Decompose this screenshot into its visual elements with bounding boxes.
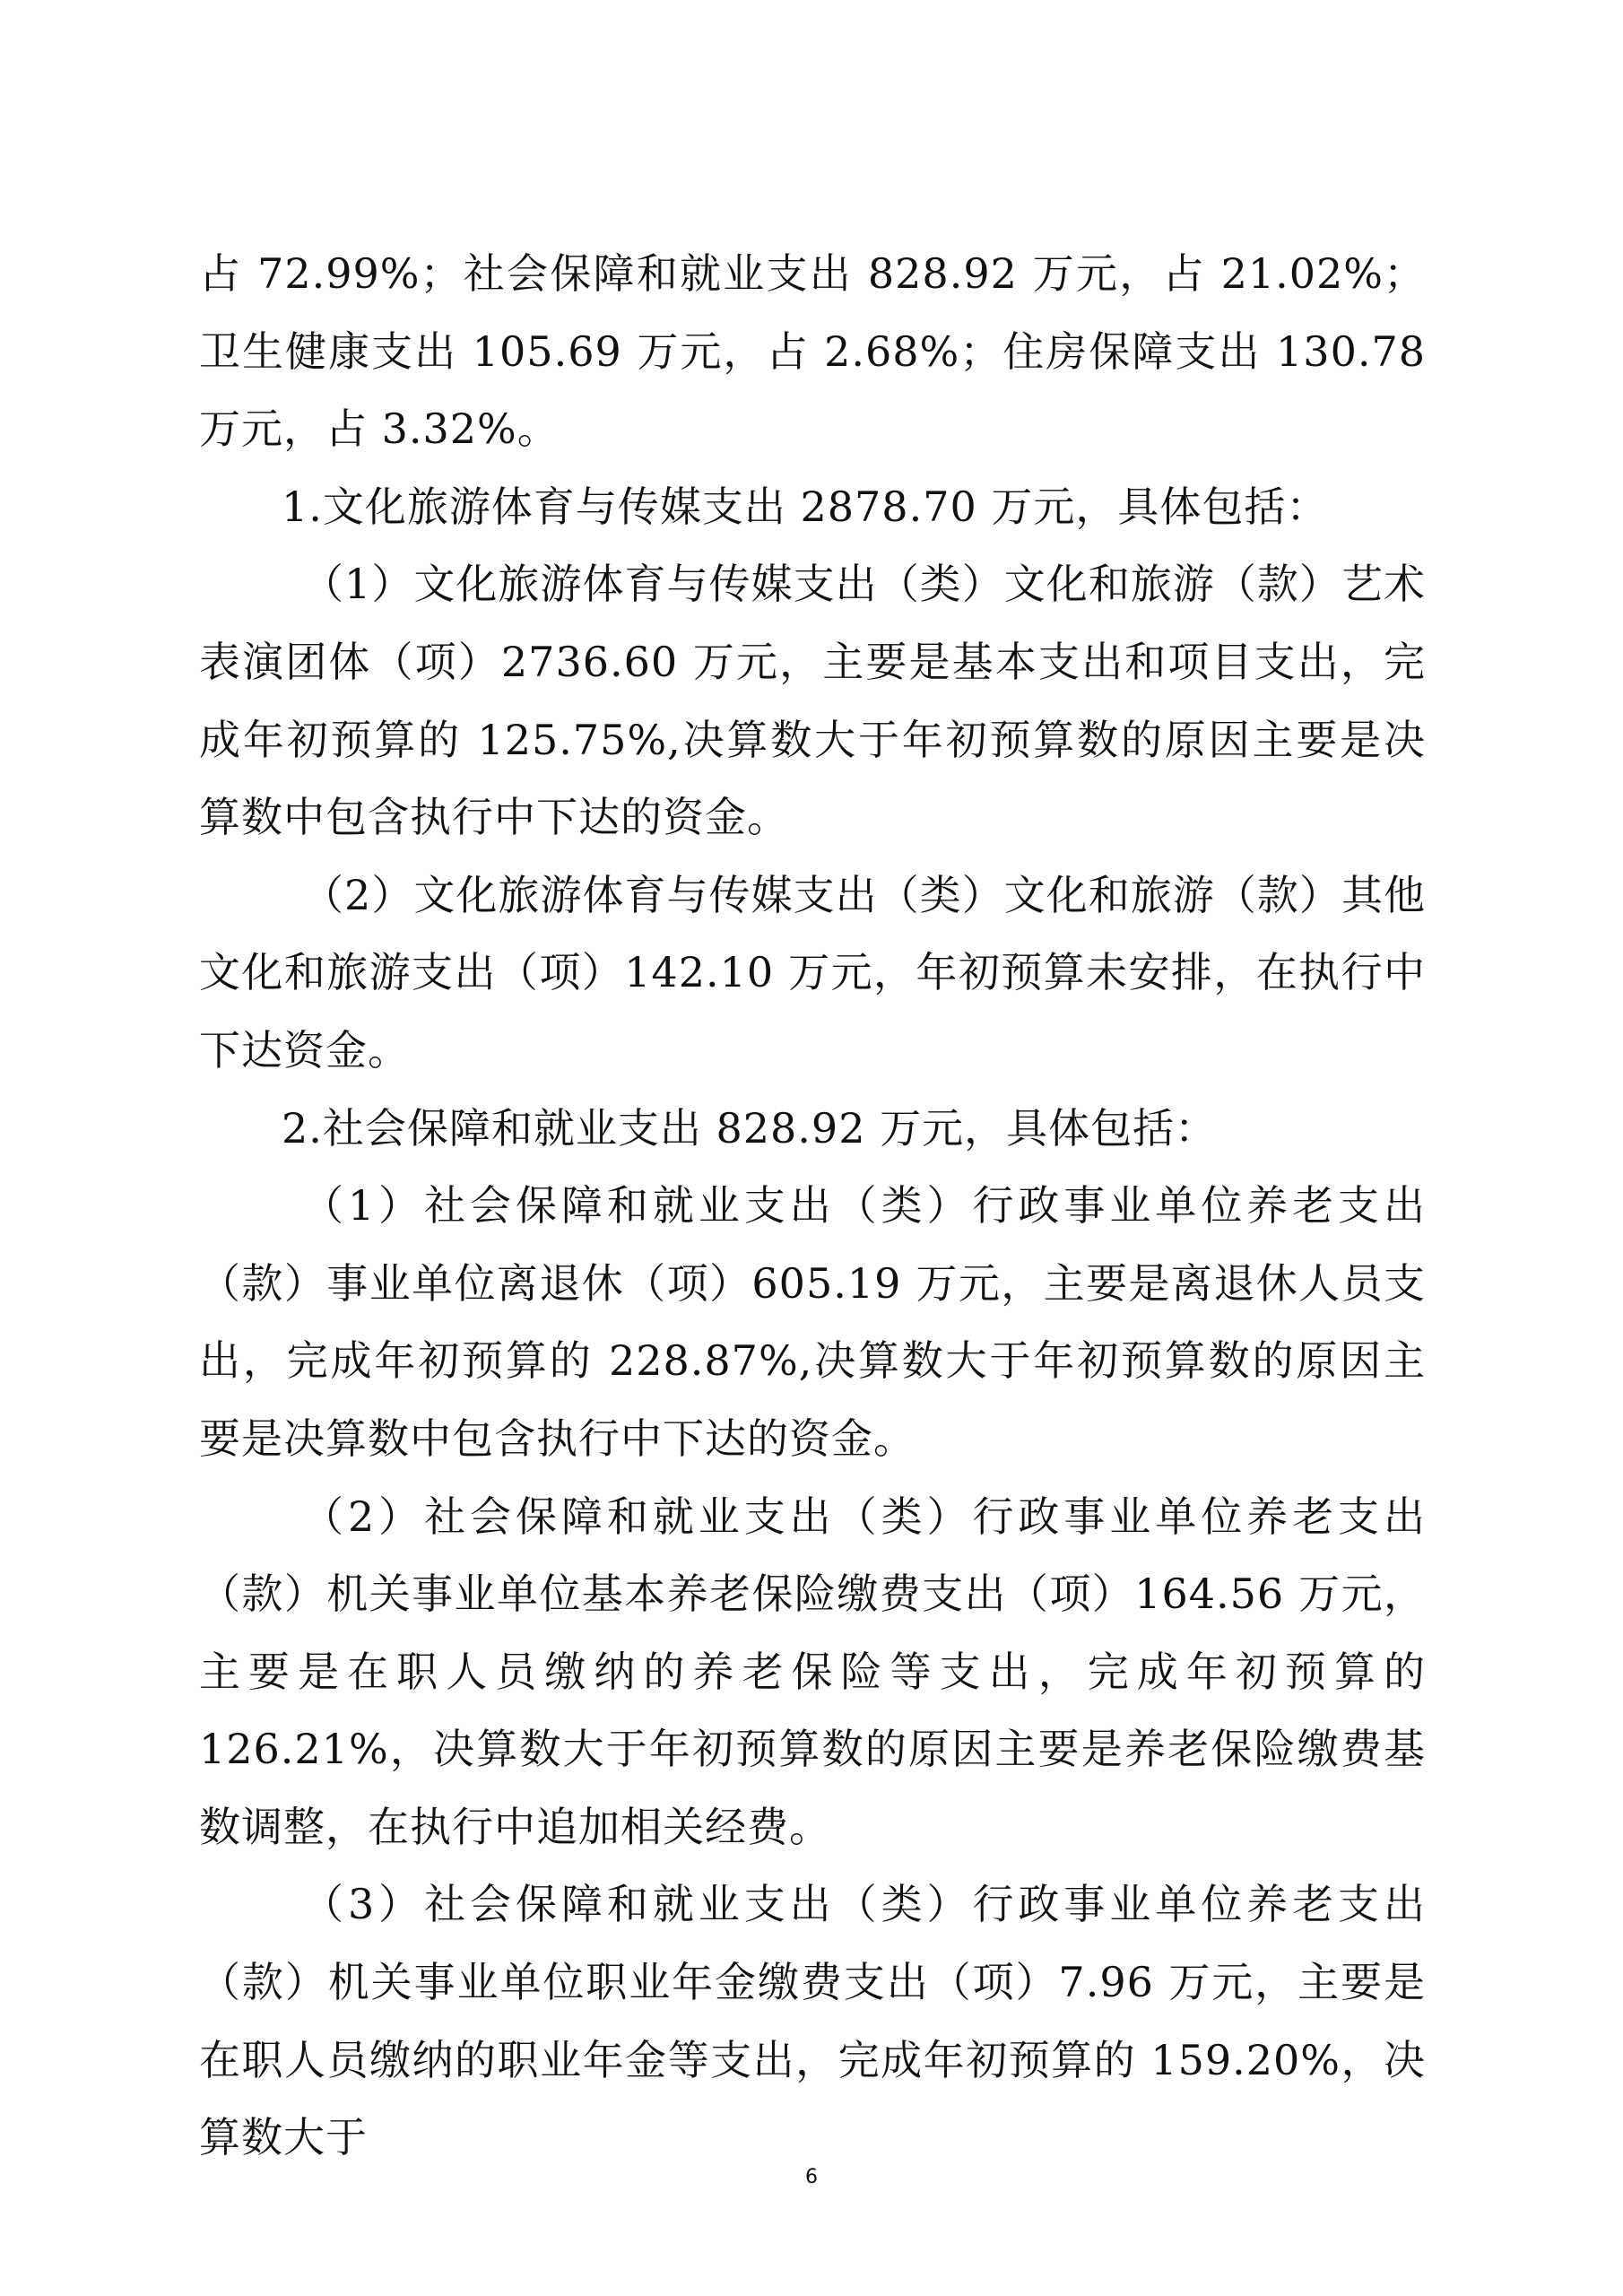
paragraph-pension-insurance: （2）社会保障和就业支出（类）行政事业单位养老支出（款）机关事业单位基本养老保险缴费支出（项）164.56 万元，主要是在职人员缴纳的养老保险等支出，完成年初预算的 126.21%，决算数大于年初预算数的原因主要是养老保险缴费基数调整，在执行中追加相关经费。: [199, 1492, 1426, 1851]
paragraph-retirement: （1）社会保障和就业支出（类）行政事业单位养老支出（款）事业单位离退休（项）605.19 万元，主要是离退休人员支出，完成年初预算的 228.87%,决算数大于年初预算数的原因主要是决算数中包含执行中下达的资金。: [199, 1181, 1426, 1463]
paragraph-culture-tourism-heading: 1.文化旅游体育与传媒支出 2878.70 万元，具体包括：: [282, 482, 1329, 531]
body-text: [199, 235, 1426, 2177]
paragraph-occupational-annuity: （3）社会保障和就业支出（类）行政事业单位养老支出（款）机关事业单位职业年金缴费支出（项）7.96 万元，主要是在职人员缴纳的职业年金等支出，完成年初预算的 159.20%，决算数大于: [199, 1880, 1426, 2162]
paragraph-social-security-heading: 2.社会保障和就业支出 828.92 万元，具体包括：: [282, 1103, 1218, 1152]
page-number: 6: [805, 2166, 818, 2188]
paragraph-expenditure-shares: 占 72.99%；社会保障和就业支出 828.92 万元，占 21.02%；卫生健康支出 105.69 万元，占 2.68%；住房保障支出 130.78 万元，占 3.32%。: [199, 249, 1426, 454]
paragraph-arts-troupes: （1）文化旅游体育与传媒支出（类）文化和旅游（款）艺术表演团体（项）2736.60 万元，主要是基本支出和项目支出，完成年初预算的 125.75%,决算数大于年初预算数的原因主要是决算数中包含执行中下达的资金。: [199, 560, 1426, 842]
paragraph-other-culture-tourism: （2）文化旅游体育与传媒支出（类）文化和旅游（款）其他文化和旅游支出（项）142.10 万元，年初预算未安排，在执行中下达资金。: [199, 870, 1426, 1074]
